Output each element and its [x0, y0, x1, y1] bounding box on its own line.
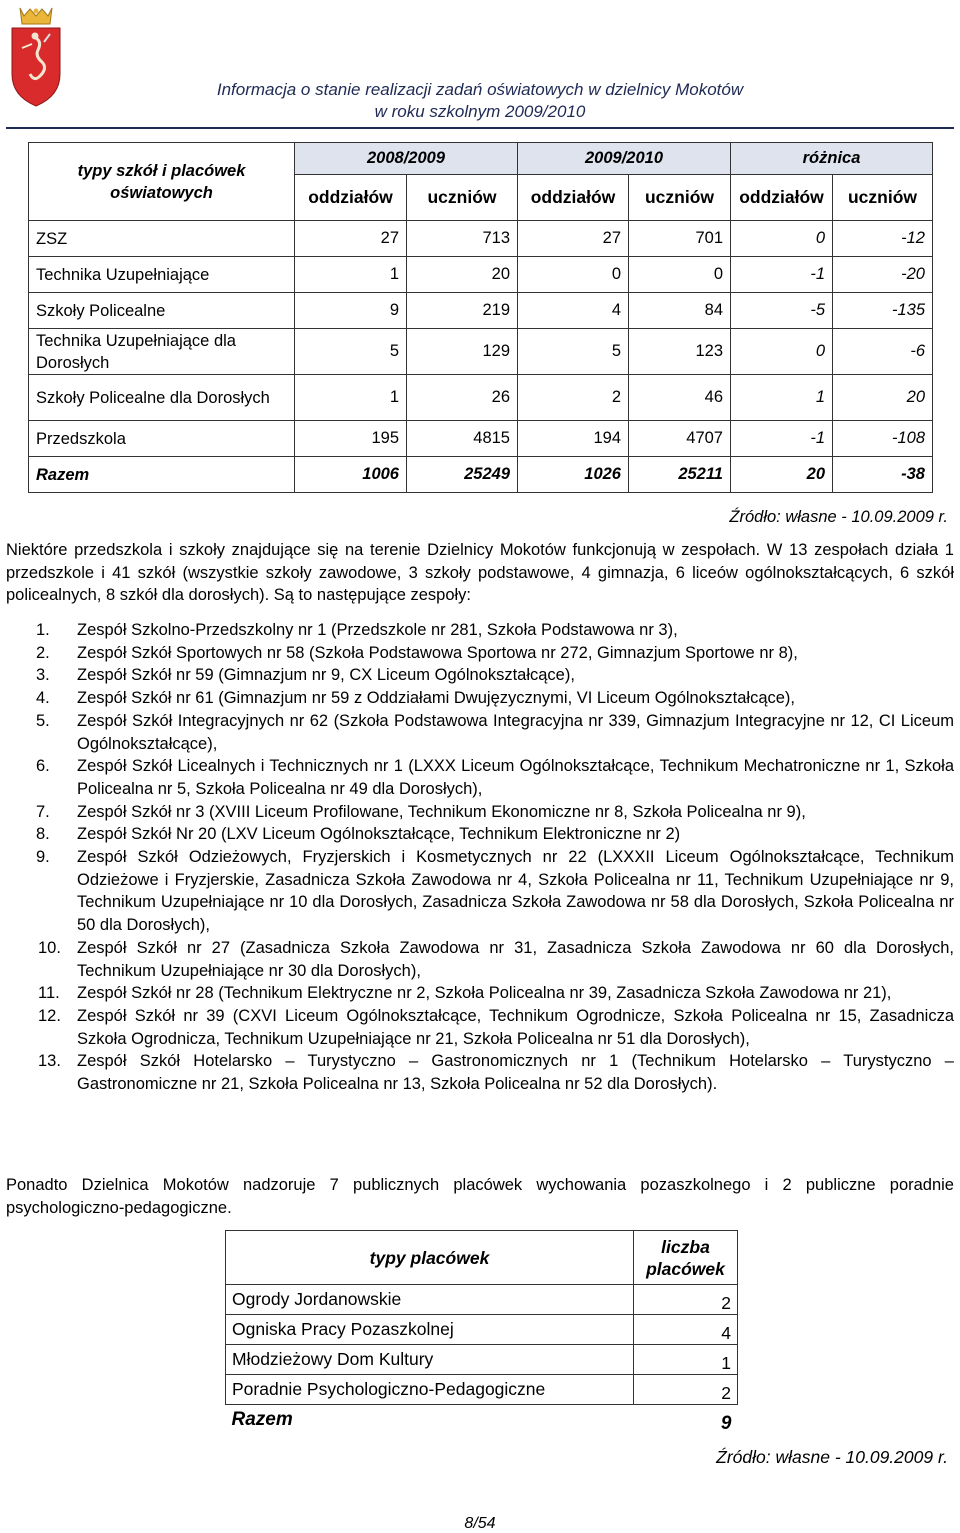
- table-cell: 0: [731, 221, 833, 257]
- column-header: oddziałów: [731, 175, 833, 221]
- list-text: Zespół Szkół nr 39 (CXVI Liceum Ogólnokształcące, Technikum Ogrodnicze, Szkoła Policealna nr 15, Zasadnicza Szkoła Ogrodnicza, Technikum Uzupełniające nr 21, Szkoła Policealna nr 51 dla Dorosłych),: [77, 1006, 954, 1048]
- list-number: 7.: [36, 802, 50, 821]
- table-cell: 0: [731, 329, 833, 375]
- row-label: Ogniska Pracy Pozaszkolnej: [226, 1315, 634, 1345]
- table-cell: 9: [295, 293, 407, 329]
- list-number: 5.: [36, 711, 50, 730]
- table-cell: 20: [407, 257, 518, 293]
- table-cell: -6: [833, 329, 933, 375]
- table-cell: 713: [407, 221, 518, 257]
- list-number: 11.: [38, 984, 60, 1003]
- table-cell: 2: [634, 1375, 738, 1405]
- table-row: [226, 1315, 738, 1345]
- source-note: Źródło: własne - 10.09.2009 r.: [729, 508, 948, 526]
- list-item: [6, 619, 954, 642]
- table-cell: 1: [295, 375, 407, 421]
- list-item: [6, 710, 954, 755]
- list-number: 13.: [38, 1052, 61, 1071]
- table-cell: -108: [833, 421, 933, 457]
- table-cell: 0: [629, 257, 731, 293]
- row-label: Przedszkola: [29, 421, 295, 457]
- table-cell: 5: [295, 329, 407, 375]
- period-header: 2008/2009: [295, 143, 518, 175]
- header-divider: [6, 127, 954, 129]
- intro-paragraph: Niektóre przedszkola i szkoły znajdujące się na terenie Dzielnicy Mokotów funkcjonują w zespołach. W 13 zespołach działa 1 przedszkole i 41 szkół (wszystkie szkoły zawodowe, 3 szkoły podstawowe, 4 gimnazja, 6 liceów ogólnokształcących, 6 szkół policealnych, 8 szkół dla dorosłych). Są to następujące zespoły:: [6, 541, 954, 604]
- table-cell: 25249: [407, 457, 518, 493]
- period-header: różnica: [731, 143, 933, 175]
- table-cell: -38: [833, 457, 933, 493]
- column-header: oddziałów: [518, 175, 629, 221]
- table-cell: 1: [295, 257, 407, 293]
- count-header: liczba placówek: [634, 1231, 738, 1285]
- header-title-line2: w roku szkolnym 2009/2010: [374, 102, 586, 121]
- row-label: Razem: [231, 1408, 293, 1430]
- row-label: Technika Uzupełniające: [29, 257, 295, 293]
- table-cell: 4707: [629, 421, 731, 457]
- table-cell: 20: [833, 375, 933, 421]
- column-header: uczniów: [833, 175, 933, 221]
- table-cell: -135: [833, 293, 933, 329]
- table-cell: -12: [833, 221, 933, 257]
- table-cell: 27: [518, 221, 629, 257]
- table-cell: 9: [720, 1412, 732, 1434]
- row-label: Poradnie Psychologiczno-Pedagogiczne: [226, 1375, 634, 1405]
- table-cell: 1: [731, 375, 833, 421]
- table-row: [226, 1375, 738, 1405]
- table-row: [226, 1345, 738, 1375]
- table-cell: -1: [731, 421, 833, 457]
- list-item: [6, 846, 954, 937]
- list-item: [6, 982, 954, 1005]
- list-item: [6, 1005, 954, 1050]
- table-row: [29, 421, 933, 457]
- list-number: 4.: [36, 689, 50, 708]
- team-list: [6, 619, 954, 1096]
- row-label: ZSZ: [29, 221, 295, 257]
- list-number: 2.: [36, 643, 50, 662]
- table-row: [29, 257, 933, 293]
- table-cell: -20: [833, 257, 933, 293]
- list-text: Zespół Szkół Odzieżowych, Fryzjerskich i Kosmetycznych nr 22 (LXXXII Liceum Ogólnokształcące, Technikum Odzieżowe i Fryzjerskie, Zasadnicza Szkoła Zawodowa nr 4, Szkoła Policealna nr 11, Technikum Uzupełniające nr 9, Technikum Uzupełniające nr 10 dla Dorosłych, Zasadnicza Szkoła Zawodowa nr 58 dla Dorosłych, Szkoła Policealna nr 50 dla Dorosłych),: [77, 848, 954, 935]
- table-cell: 123: [629, 329, 731, 375]
- list-item: [6, 937, 954, 982]
- table-cell: 5: [518, 329, 629, 375]
- list-number: 8.: [36, 825, 50, 844]
- row-label: Razem: [29, 457, 295, 493]
- list-text: Zespół Szkół Nr 20 (LXV Liceum Ogólnokształcące, Technikum Elektroniczne nr 2): [77, 825, 681, 844]
- table-cell: 2: [634, 1285, 738, 1315]
- list-text: Zespół Szkół Integracyjnych nr 62 (Szkoła Podstawowa Integracyjna nr 339, Gimnazjum Integracyjne nr 12, CI Liceum Ogólnokształcące),: [77, 711, 954, 753]
- list-text: Zespół Szkół nr 28 (Technikum Elektryczne nr 2, Szkoła Policealna nr 39, Zasadnicza Szkoła Zawodowa nr 21),: [77, 984, 892, 1003]
- source-note-2: Źródło: własne - 10.09.2009 r.: [716, 1447, 948, 1467]
- table-cell: 1: [634, 1345, 738, 1375]
- table-cell: 1006: [295, 457, 407, 493]
- table-cell: -5: [731, 293, 833, 329]
- table-row: [29, 293, 933, 329]
- schools-table: [28, 142, 933, 493]
- list-item: [6, 801, 954, 824]
- table-total-row: [226, 1405, 738, 1435]
- table-cell: 26: [407, 375, 518, 421]
- list-item: [6, 642, 954, 665]
- list-item: [6, 755, 954, 800]
- table-total-row: [29, 457, 933, 493]
- list-text: Zespół Szkół Sportowych nr 58 (Szkoła Podstawowa Sportowa nr 272, Gimnazjum Sportowe nr 8),: [77, 643, 798, 662]
- table-cell: 219: [407, 293, 518, 329]
- list-text: Zespół Szkół nr 3 (XVIII Liceum Profilowane, Technikum Ekonomiczne nr 8, Szkoła Policealna nr 9),: [77, 802, 806, 821]
- list-number: 1.: [36, 621, 50, 639]
- list-item: [6, 823, 954, 846]
- column-header: uczniów: [407, 175, 518, 221]
- row-label: Szkoły Policealne dla Dorosłych: [29, 375, 295, 421]
- table-row: [29, 221, 933, 257]
- period-header: 2009/2010: [518, 143, 731, 175]
- list-text: Zespół Szkół Hotelarsko – Turystyczno – Gastronomicznych nr 1 (Technikum Hotelarsko – Turystyczno – Gastronomiczne nr 21, Szkoła Policealna nr 13, Szkoła Policealna nr 52 dla Dorosłych).: [77, 1052, 954, 1094]
- table-row: [29, 375, 933, 421]
- row-label: Szkoły Policealne: [29, 293, 295, 329]
- table-cell: 20: [731, 457, 833, 493]
- list-item: [6, 1050, 954, 1095]
- column-header: oddziałów: [295, 175, 407, 221]
- list-text: Zespół Szkół Licealnych i Technicznych nr 1 (LXXX Liceum Ogólnokształcące, Technikum Mechatroniczne nr 1, Szkoła Policealna nr 5, Szkoła Policealna nr 49 dla Dorosłych),: [77, 757, 954, 798]
- list-item: [6, 687, 954, 710]
- list-text: Zespół Szkół nr 61 (Gimnazjum nr 59 z Oddziałami Dwujęzycznymi, VI Liceum Ogólnokształcące),: [77, 689, 796, 708]
- table-cell: 195: [295, 421, 407, 457]
- type-header: typy szkół i placówek oświatowych: [29, 143, 295, 221]
- table-cell: 27: [295, 221, 407, 257]
- table-cell: 84: [629, 293, 731, 329]
- table-cell: 0: [518, 257, 629, 293]
- list-number: 12.: [38, 1006, 61, 1025]
- warsaw-crest-icon: [10, 4, 62, 108]
- type-header: typy placówek: [226, 1231, 634, 1285]
- list-item: [6, 664, 954, 687]
- table-cell: 1026: [518, 457, 629, 493]
- institutions-table: [225, 1230, 738, 1435]
- header-title-line1: Informacja o stanie realizacji zadań oświatowych w dzielnicy Mokotów: [216, 80, 744, 99]
- table-cell: 25211: [629, 457, 731, 493]
- row-label: Technika Uzupełniające dla Dorosłych: [29, 329, 295, 375]
- column-header: uczniów: [629, 175, 731, 221]
- table-row: [29, 329, 933, 375]
- table-row: [226, 1285, 738, 1315]
- table-cell: 701: [629, 221, 731, 257]
- table-cell: -1: [731, 257, 833, 293]
- list-text: Zespół Szkół nr 27 (Zasadnicza Szkoła Zawodowa nr 31, Zasadnicza Szkoła Zawodowa nr 60 dla Dorosłych, Technikum Uzupełniające nr 30 dla Dorosłych),: [77, 938, 954, 980]
- table-cell: 4: [518, 293, 629, 329]
- list-number: 6.: [36, 757, 50, 776]
- table-cell: 129: [407, 329, 518, 375]
- table-cell: 46: [629, 375, 731, 421]
- list-number: 10.: [38, 938, 61, 957]
- table-cell: 194: [518, 421, 629, 457]
- list-text: Zespół Szkół nr 59 (Gimnazjum nr 9, CX Liceum Ogólnokształcące),: [77, 666, 575, 685]
- table-cell: 2: [518, 375, 629, 421]
- table-cell: 4: [634, 1315, 738, 1345]
- list-number: 3.: [36, 666, 50, 685]
- page-number: 8/54: [464, 1515, 496, 1532]
- table-cell: 4815: [407, 421, 518, 457]
- row-label: Ogrody Jordanowskie: [226, 1285, 634, 1315]
- outro-paragraph: Ponadto Dzielnica Mokotów nadzoruje 7 publicznych placówek wychowania pozaszkolnego i 2 publiczne poradnie psychologiczno-pedagogiczne.: [6, 1176, 954, 1217]
- list-number: 9.: [36, 848, 50, 867]
- list-text: Zespół Szkolno-Przedszkolny nr 1 (Przedszkole nr 281, Szkoła Podstawowa nr 3),: [77, 621, 678, 639]
- row-label: Młodzieżowy Dom Kultury: [226, 1345, 634, 1375]
